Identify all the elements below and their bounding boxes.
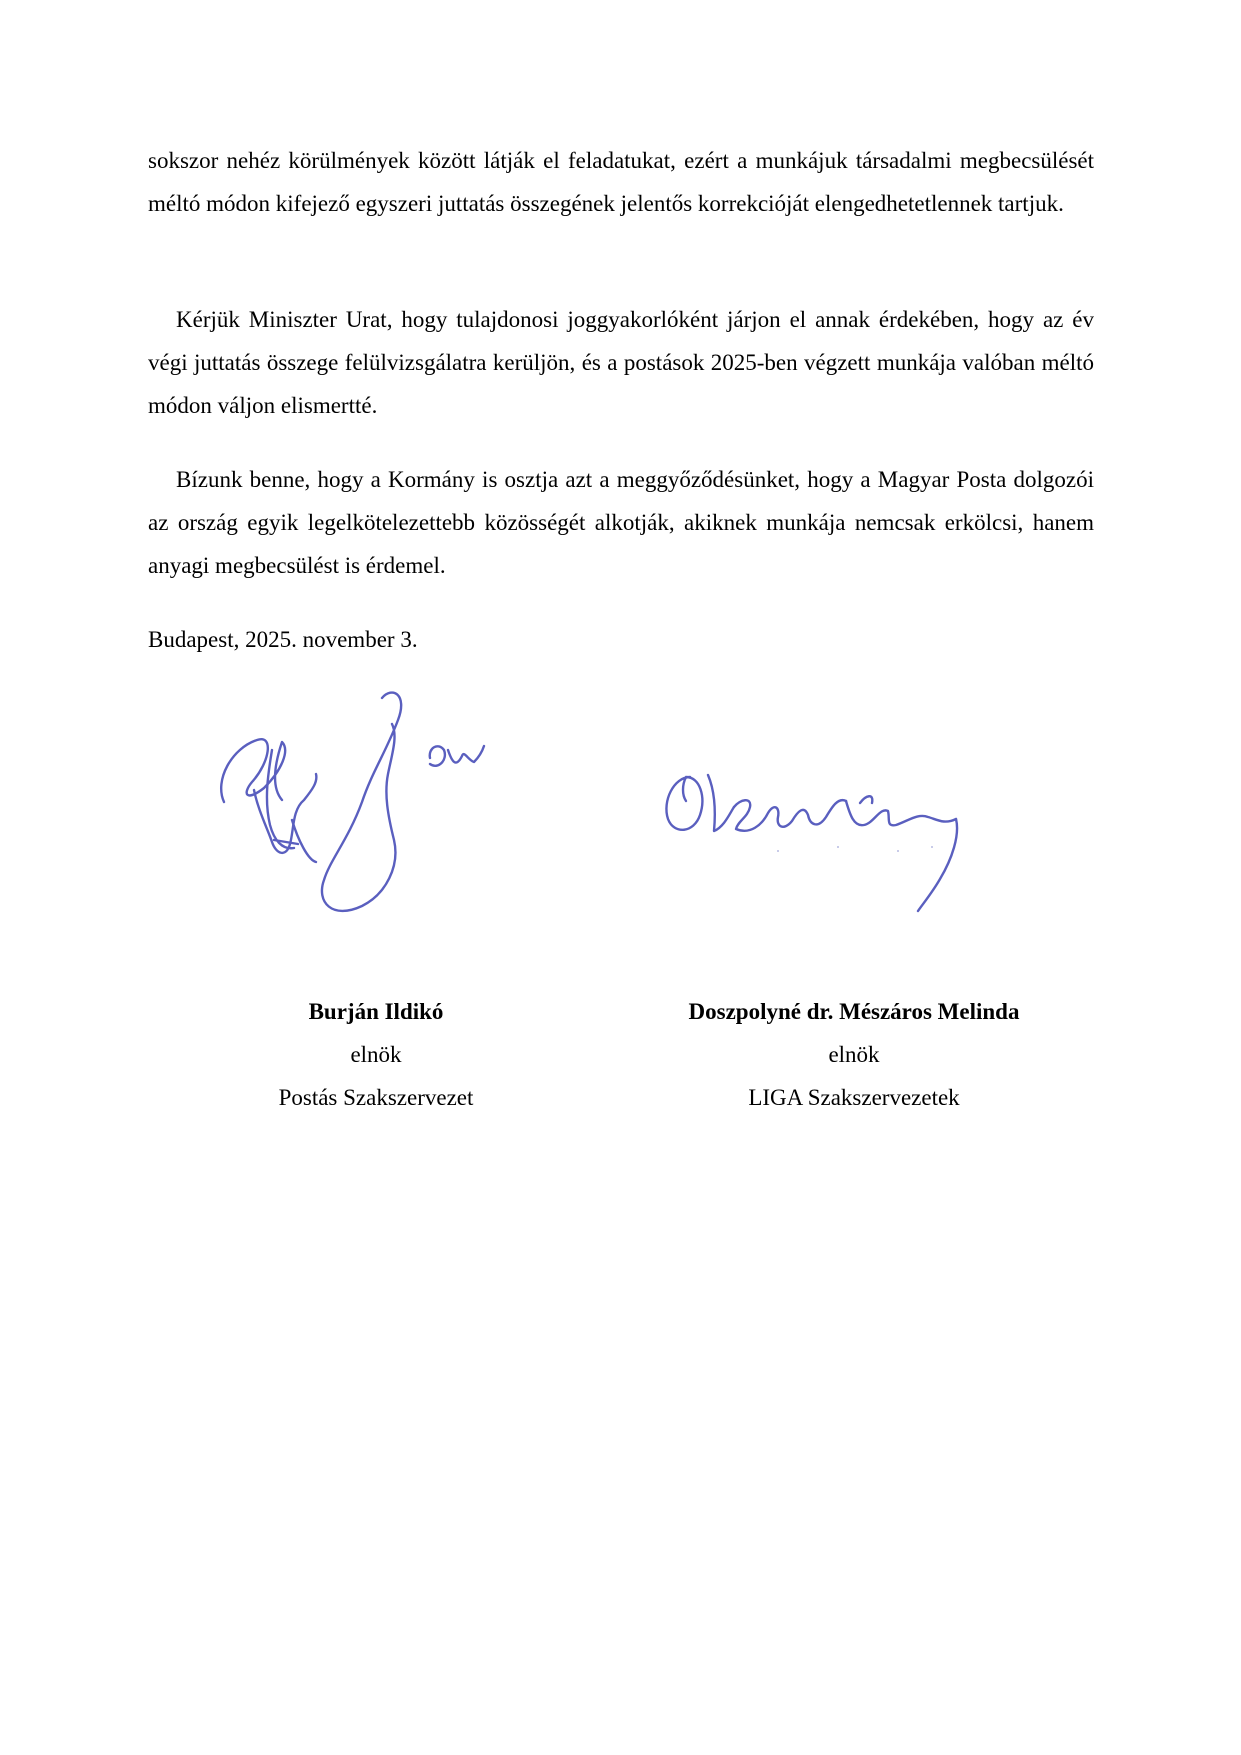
signatory-organization: Postás Szakszervezet [278, 1085, 474, 1110]
signature-right-image [660, 755, 1000, 915]
signatory-role: elnök [350, 1042, 402, 1067]
signatory-role: elnök [828, 1042, 880, 1067]
paragraph-3: Bízunk benne, hogy a Kormány is osztja azt a meggyőződésünket, hogy a Magyar Posta dolgozói az ország egyik legelkötelezettebb közösségét alkotják, akiknek munkája nemcsak erkölcsi, hanem anyagi megbecsülést is érdemel. [148, 467, 1094, 578]
signature-left-image [212, 690, 512, 920]
signatory-organization: LIGA Szakszervezetek [748, 1085, 960, 1110]
signatory-name: Burján Ildikó [308, 999, 444, 1024]
paragraph-1: sokszor nehéz körülmények között látják el feladatukat, ezért a munkájuk társadalmi megbecsülését méltó módon kifejező egyszeri juttatás összegének jelentős korrekcióját elengedhetetlennek tartjuk. [148, 148, 1094, 216]
signatory-name: Doszpolyné dr. Mészáros Melinda [688, 999, 1020, 1024]
signatory-2 [634, 990, 1074, 1119]
date-line: Budapest, 2025. november 3. [148, 627, 418, 652]
paragraph-2: Kérjük Miniszter Urat, hogy tulajdonosi joggyakorlóként járjon el annak érdekében, hogy az év végi juttatás összege felülvizsgálatra kerüljön, és a postások 2025-ben végzett munkája valóban méltó módon váljon elismertté. [148, 307, 1094, 418]
signatory-1 [156, 990, 596, 1119]
